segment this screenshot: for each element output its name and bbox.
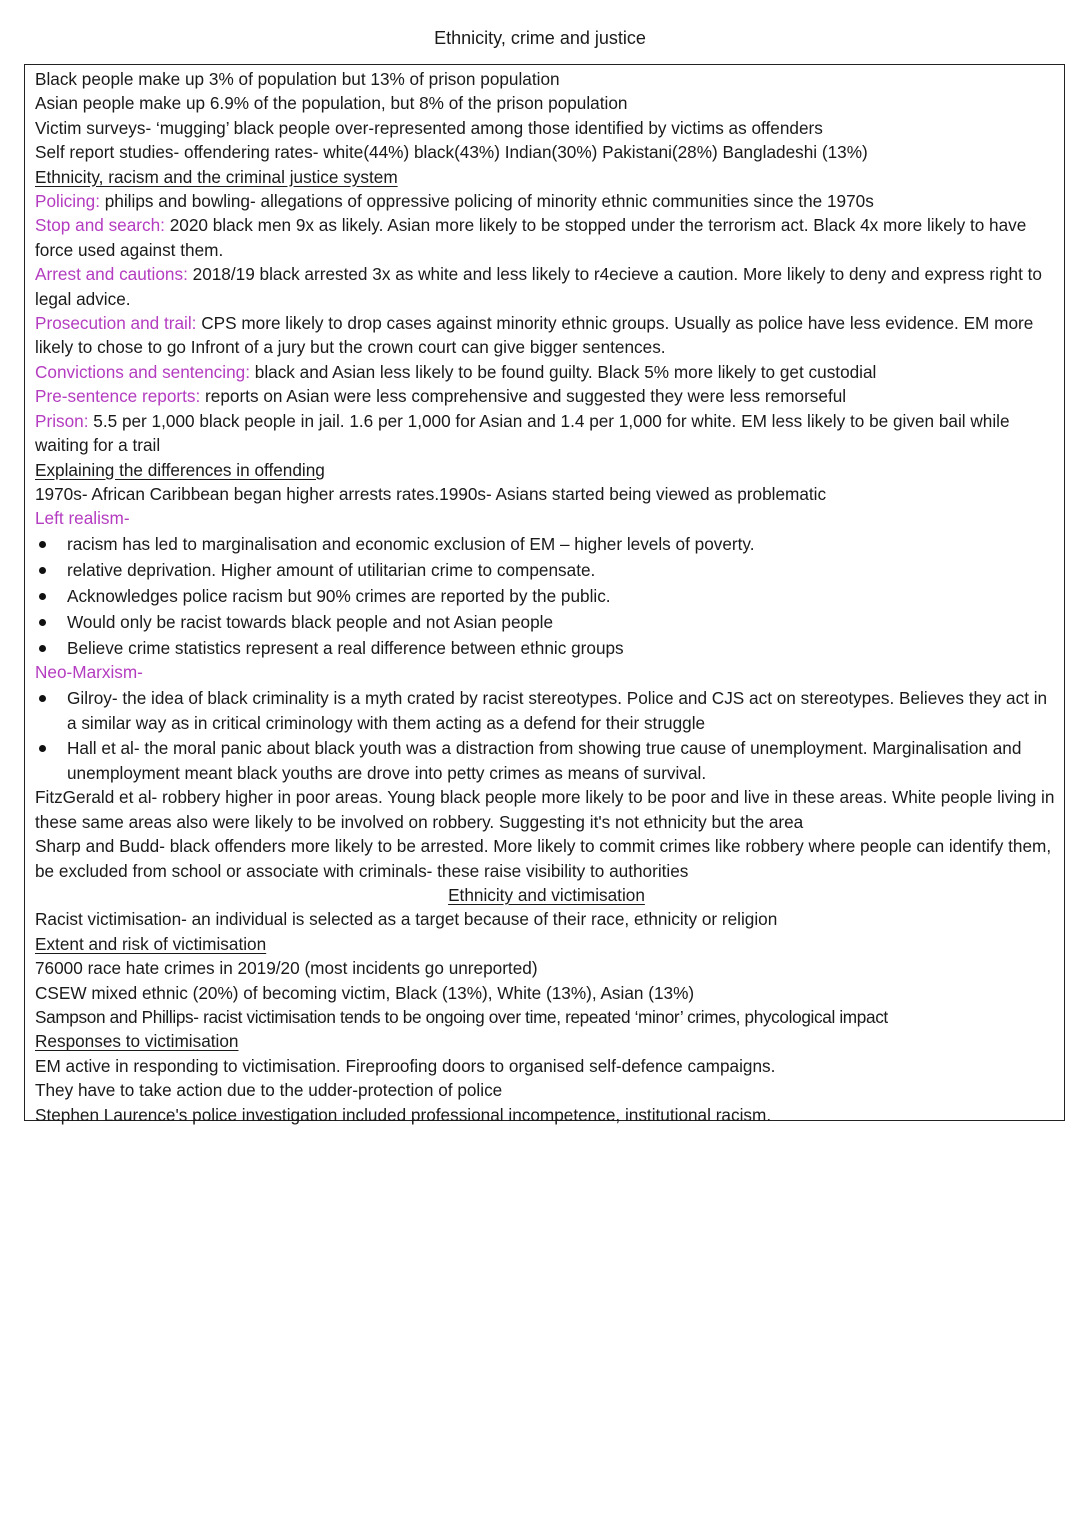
section-heading-victimisation: Ethnicity and victimisation (448, 884, 645, 905)
list-item: racism has led to marginalisation and economic exclusion of EM – higher levels of poverty. (35, 532, 1058, 556)
cjs-item-prison (35, 409, 1058, 458)
list-item: Gilroy- the idea of black criminality is a myth crated by racist stereotypes. Police and CJS act on stereotypes. Believes they act in a similar way as in critical criminology with them acting as a defend for their struggle (35, 686, 1058, 735)
list-item: Believe crime statistics represent a real difference between ethnic groups (35, 636, 1058, 660)
cjs-item-label: Stop and search: (35, 215, 165, 236)
list-item: relative deprivation. Higher amount of utilitarian crime to compensate. (35, 558, 1058, 582)
cjs-item-label: Arrest and cautions: (35, 264, 188, 285)
cjs-item-text: black and Asian less likely to be found guilty. Black 5% more likely to get custodial (249, 361, 877, 382)
list-item: Would only be racist towards black people and not Asian people (35, 610, 1058, 634)
extent-line: 76000 race hate crimes in 2019/20 (most incidents go unreported) (35, 958, 538, 979)
cjs-item-text: 2018/19 black arrested 3x as white and less likely to r4ecieve a caution. More likely to deny and express right to legal advice. (35, 264, 1042, 309)
cjs-item-label: Pre-sentence reports: (35, 386, 201, 407)
responses-line: EM active in responding to victimisation. Fireproofing doors to organised self-defence campaigns. (35, 1055, 776, 1076)
section-heading-extent: Extent and risk of victimisation (35, 933, 267, 954)
section-heading-responses: Responses to victimisation (35, 1031, 239, 1052)
stat-line: Victim surveys- ‘mugging’ black people over-represented among those identified by victims as offenders (35, 117, 823, 138)
cjs-item-stop-and-search (35, 213, 1058, 262)
cjs-item-label: Prison: (35, 410, 89, 431)
cjs-item-label: Policing: (35, 191, 100, 212)
cjs-item-text: reports on Asian were less comprehensive and suggested they were less remorseful (200, 386, 847, 407)
page-title: Ethnicity, crime and justice (434, 28, 646, 48)
fitzgerald-paragraph: FitzGerald et al- robbery higher in poor areas. Young black people more likely to be poor and live in these areas. White people living in these same areas also were likely to be involved on robbery. Suggesting it's not ethnicity but the area (35, 787, 1055, 832)
responses-line: They have to take action due to the udder-protection of police (35, 1080, 503, 1101)
left-realism-label: Left realism- (35, 508, 130, 529)
neo-marxism-label: Neo-Marxism- (35, 662, 143, 683)
cjs-item-text: 2020 black men 9x as likely. Asian more likely to be stopped under the terrorism act. Black 4x more likely to have force used against them. (35, 215, 1027, 260)
cjs-item-label: Convictions and sentencing: (35, 361, 250, 382)
stat-line: Asian people make up 6.9% of the population, but 8% of the prison population (35, 93, 628, 114)
cjs-item-arrest (35, 262, 1058, 311)
list-item: Acknowledges police racism but 90% crimes are reported by the public. (35, 584, 1058, 608)
victimisation-definition: Racist victimisation- an individual is selected as a target because of their race, ethnicity or religion (35, 909, 778, 930)
section-heading-cjs: Ethnicity, racism and the criminal justice system (35, 166, 398, 187)
section-heading-explaining: Explaining the differences in offending (35, 459, 325, 480)
extent-line: CSEW mixed ethnic (20%) of becoming victim, Black (13%), White (13%), Asian (13%) (35, 982, 695, 1003)
cjs-item-text: CPS more likely to drop cases against minority ethnic groups. Usually as police have less evidence. EM more likely to chose to go Infront of a jury but the crown court can give bigger sentences. (35, 313, 1034, 358)
neo-marxism-list (35, 686, 1058, 785)
sharp-budd-paragraph: Sharp and Budd- black offenders more likely to be arrested. More likely to commit crimes like robbery where people can identify them, be excluded from school or associate with criminals- these raise visibility to authorities (35, 836, 1052, 881)
notes-box (24, 64, 1065, 1125)
stat-line: Self report studies- offendering rates- white(44%) black(43%) Indian(30%) Pakistani(28%) Bangladeshi (13%) (35, 142, 868, 163)
stat-line: Black people make up 3% of population but 13% of prison population (35, 69, 560, 89)
left-realism-list (35, 532, 1058, 660)
cjs-item-label: Prosecution and trail: (35, 313, 197, 334)
cjs-item-text: philips and bowling- allegations of oppressive policing of minority ethnic communities since the 1970s (99, 191, 874, 212)
cjs-item-convictions (35, 360, 1058, 384)
cjs-item-text: 5.5 per 1,000 black people in jail. 1.6 per 1,000 for Asian and 1.4 per 1,000 for white. EM less likely to be given bail while waiting for a trail (35, 410, 1010, 456)
list-item: Hall et al- the moral panic about black youth was a distraction from showing true cause of unemployment. Marginalisation and unemployment meant black youths are drove into petty crimes as means of survival. (35, 736, 1058, 785)
responses-line: Stephen Laurence's police investigation included professional incompetence, institutional racism. (35, 1104, 772, 1125)
cjs-item-prosecution (35, 311, 1058, 360)
extent-line: Sampson and Phillips- racist victimisation tends to be ongoing over time, repeated ‘minor’ crimes, phycological impact (35, 1006, 888, 1027)
cjs-item-policing (35, 189, 1058, 213)
cjs-item-pre-sentence (35, 384, 1058, 408)
explaining-intro: 1970s- African Caribbean began higher arrests rates.1990s- Asians started being viewed as problematic (35, 483, 827, 504)
